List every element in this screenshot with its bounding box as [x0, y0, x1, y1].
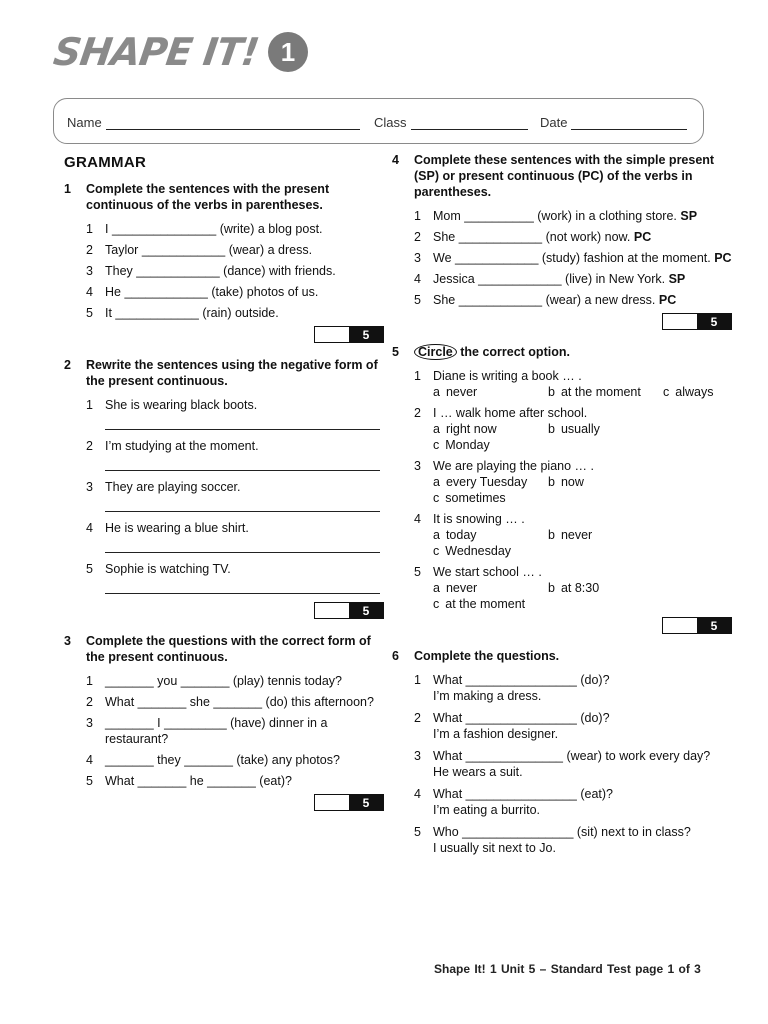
list-item: [414, 564, 732, 612]
date-field[interactable]: [540, 115, 687, 130]
option-letter: a: [433, 581, 440, 595]
item-answer: He wears a suit.: [433, 765, 523, 779]
item-number: 1: [86, 674, 93, 688]
option-letter: c: [433, 597, 440, 611]
score-total: 5: [697, 618, 731, 633]
item-text: [433, 229, 732, 245]
score-box: [64, 602, 384, 619]
item-text: They are playing soccer.: [105, 480, 241, 494]
item-question: What ________________ (do)?: [433, 673, 610, 687]
item-text: What _______ he _______ (eat)?: [105, 774, 292, 788]
list-item: [414, 271, 732, 287]
option-text: never: [445, 581, 478, 595]
list-item: [414, 208, 732, 224]
option-list: [433, 474, 732, 506]
exercise-instruction: Rewrite the sentences using the negative form of the present continuous.: [86, 358, 378, 388]
name-field[interactable]: [67, 115, 360, 130]
exercise-items: [86, 397, 384, 594]
item-number: 2: [414, 406, 421, 420]
list-item: [414, 368, 732, 400]
option-list: [433, 580, 732, 612]
exercise-number: 1: [64, 182, 71, 196]
item-number: 1: [86, 222, 93, 236]
score-input[interactable]: [315, 603, 349, 618]
exercise-instruction: Complete the sentences with the present continuous of the verbs in parentheses.: [86, 182, 330, 212]
list-item: [86, 479, 384, 495]
item-text: _______ they _______ (take) any photos?: [105, 753, 340, 767]
item-question: [414, 368, 732, 384]
list-item: [414, 458, 732, 506]
option-b[interactable]: [548, 474, 663, 490]
item-answer: I’m eating a burrito.: [433, 803, 540, 817]
option-letter: b: [548, 475, 555, 489]
item-text: [433, 271, 732, 287]
tense-tag: PC: [714, 251, 732, 265]
answer-line[interactable]: [105, 418, 380, 430]
option-text: at 8:30: [560, 581, 600, 595]
item-number: 2: [86, 439, 93, 453]
list-item: [86, 221, 384, 237]
item-answer: I usually sit next to Jo.: [433, 841, 556, 855]
item-number: 5: [86, 306, 93, 320]
exercise-items: [414, 672, 732, 856]
list-item: [86, 673, 384, 689]
item-sentence: Jessica ____________ (live) in New York.: [433, 272, 666, 286]
list-item: [86, 694, 384, 710]
exercise-2: [64, 357, 384, 619]
exercise-number: 4: [392, 153, 399, 167]
option-letter: c: [663, 385, 670, 399]
exercise-instruction: [414, 344, 732, 360]
instruction-rest: the correct option.: [456, 345, 570, 359]
item-text: I’m studying at the moment.: [105, 439, 259, 453]
item-text: He ____________ (take) photos of us.: [105, 285, 319, 299]
exercise-instruction: Complete the questions.: [414, 649, 560, 663]
option-b[interactable]: [548, 580, 663, 596]
item-number: 2: [414, 711, 421, 725]
item-number: 5: [414, 825, 421, 839]
item-sentence: She ____________ (wear) a new dress.: [433, 293, 656, 307]
item-number: 3: [86, 480, 93, 494]
item-question: [414, 564, 732, 580]
list-item: [86, 305, 384, 321]
item-body: [433, 672, 732, 704]
list-item: [414, 511, 732, 559]
option-a[interactable]: [433, 580, 548, 596]
score-input[interactable]: [315, 795, 349, 810]
item-number: 1: [86, 398, 93, 412]
list-item: [414, 292, 732, 308]
item-answer: I’m a fashion designer.: [433, 727, 559, 741]
item-number: 5: [86, 562, 93, 576]
option-text: at the moment: [560, 385, 641, 399]
score-total: 5: [697, 314, 731, 329]
item-question: [414, 405, 732, 421]
option-text: never: [560, 528, 593, 542]
item-number: 3: [414, 251, 421, 265]
exercise-number: 3: [64, 634, 71, 648]
score-box: [392, 617, 732, 634]
option-text: sometimes: [445, 491, 506, 505]
option-a[interactable]: [433, 384, 548, 400]
exercise-items: [86, 673, 384, 789]
exercise-3: [64, 633, 384, 811]
option-text: now: [560, 475, 584, 489]
logo-text: SHAPE IT!: [50, 30, 262, 74]
item-body: [433, 710, 732, 742]
option-text: today: [445, 528, 477, 542]
answer-line[interactable]: [105, 459, 380, 471]
date-line[interactable]: [571, 117, 687, 130]
exercise-6: [392, 648, 732, 856]
item-text: I _______________ (write) a blog post.: [105, 222, 323, 236]
item-question: [414, 458, 732, 474]
item-number: 2: [86, 243, 93, 257]
option-c[interactable]: [433, 437, 548, 453]
list-item: [86, 438, 384, 454]
exercise-instruction: Complete the questions with the correct form of the present continuous.: [86, 634, 371, 664]
section-title: GRAMMAR: [64, 154, 147, 171]
score-box: [64, 326, 384, 343]
item-text: Sophie is watching TV.: [105, 562, 231, 576]
item-number: 4: [86, 753, 93, 767]
item-number: 2: [414, 230, 421, 244]
score-box: [64, 794, 384, 811]
item-number: 4: [414, 272, 421, 286]
item-number: 3: [86, 716, 93, 730]
option-letter: a: [433, 475, 440, 489]
list-item: [414, 229, 732, 245]
class-field[interactable]: [374, 115, 528, 130]
exercise-number: 6: [392, 649, 399, 663]
list-item: [86, 752, 384, 768]
option-text: at the moment: [445, 597, 526, 611]
page-footer: Shape It! 1 Unit 5 – Standard Test page 1 of 3: [434, 962, 701, 976]
option-text: never: [445, 385, 478, 399]
tense-tag: SP: [668, 272, 686, 286]
list-item: [414, 250, 732, 266]
answer-line[interactable]: [105, 500, 380, 512]
list-item: [414, 710, 732, 742]
option-a[interactable]: [433, 421, 548, 437]
option-letter: b: [548, 528, 555, 542]
item-number: 2: [86, 695, 93, 709]
option-letter: c: [433, 491, 440, 505]
item-body: [433, 786, 732, 818]
item-text: Diane is writing a book … .: [433, 369, 582, 383]
score-input[interactable]: [663, 618, 697, 633]
list-item: [414, 748, 732, 780]
list-item: [414, 672, 732, 704]
item-text: We start school … .: [433, 565, 542, 579]
exercise-items: [86, 221, 384, 321]
item-text: [433, 250, 732, 266]
option-letter: b: [548, 422, 555, 436]
exercise-5: [392, 344, 732, 634]
item-question: What ______________ (wear) to work every day?: [433, 749, 711, 763]
item-question: What ________________ (do)?: [433, 711, 610, 725]
tense-tag: PC: [633, 230, 652, 244]
option-letter: c: [433, 544, 440, 558]
score-input[interactable]: [663, 314, 697, 329]
exercise-instruction: Complete these sentences with the simple present (SP) or present continuous (PC) of the verbs in parentheses.: [414, 153, 715, 199]
item-text: She is wearing black boots.: [105, 398, 258, 412]
score-total: 5: [349, 327, 383, 342]
item-number: 1: [414, 369, 421, 383]
exercise-1: [64, 181, 384, 343]
name-line[interactable]: [106, 117, 360, 130]
item-text: They ____________ (dance) with friends.: [105, 264, 336, 278]
option-letter: c: [433, 438, 440, 452]
item-number: 1: [414, 209, 421, 223]
list-item: [86, 263, 384, 279]
logo: [50, 26, 308, 78]
item-text: I … walk home after school.: [433, 406, 588, 420]
option-text: every Tuesday: [445, 475, 528, 489]
logo-level-badge: 1: [268, 32, 308, 72]
option-a[interactable]: [433, 474, 548, 490]
item-text: _______ you _______ (play) tennis today?: [105, 674, 342, 688]
item-body: [433, 748, 732, 780]
option-c[interactable]: [433, 543, 548, 559]
answer-line[interactable]: [105, 541, 380, 553]
exercise-items: [414, 368, 732, 612]
name-label: Name: [67, 115, 102, 130]
option-text: right now: [445, 422, 497, 436]
option-letter: a: [433, 528, 440, 542]
option-c[interactable]: [433, 596, 548, 612]
option-c[interactable]: [663, 384, 713, 400]
list-item: [86, 773, 384, 789]
item-text: Taylor ____________ (wear) a dress.: [105, 243, 313, 257]
option-text: Wednesday: [445, 544, 512, 558]
option-a[interactable]: [433, 527, 548, 543]
score-box: [392, 313, 732, 330]
option-letter: a: [433, 385, 440, 399]
exercise-4: [392, 152, 732, 330]
item-text: It ____________ (rain) outside.: [105, 306, 279, 320]
item-number: 5: [86, 774, 93, 788]
option-list: [433, 384, 732, 400]
option-b[interactable]: [548, 527, 663, 543]
exercise-items: [414, 208, 732, 308]
list-item: [414, 786, 732, 818]
item-answer: I’m making a dress.: [433, 689, 542, 703]
item-sentence: She ____________ (not work) now.: [433, 230, 631, 244]
item-number: 5: [414, 565, 421, 579]
option-b[interactable]: [548, 384, 663, 400]
option-b[interactable]: [548, 421, 663, 437]
item-text: It is snowing … .: [433, 512, 525, 526]
item-text: He is wearing a blue shirt.: [105, 521, 249, 535]
list-item: [414, 824, 732, 856]
list-item: [414, 405, 732, 453]
item-number: 4: [86, 521, 93, 535]
option-text: usually: [560, 422, 600, 436]
item-number: 3: [414, 749, 421, 763]
score-total: 5: [349, 603, 383, 618]
item-number: 4: [86, 285, 93, 299]
item-text: _______ I _________ (have) dinner in a restaurant?: [105, 716, 331, 746]
tense-tag: SP: [680, 209, 698, 223]
class-label: Class: [374, 115, 407, 130]
item-question: Who ________________ (sit) next to in class?: [433, 825, 691, 839]
item-number: 5: [414, 293, 421, 307]
right-column: [392, 152, 732, 870]
option-letter: a: [433, 422, 440, 436]
item-text: [433, 292, 732, 308]
option-text: always: [675, 385, 714, 399]
list-item: [86, 561, 384, 577]
item-number: 1: [414, 673, 421, 687]
option-list: [433, 421, 732, 453]
list-item: [86, 242, 384, 258]
option-list: [433, 527, 732, 559]
class-line[interactable]: [411, 117, 528, 130]
option-text: Monday: [445, 438, 490, 452]
tense-tag: PC: [658, 293, 677, 307]
score-input[interactable]: [315, 327, 349, 342]
item-number: 4: [414, 787, 421, 801]
item-number: 3: [86, 264, 93, 278]
date-label: Date: [540, 115, 568, 130]
item-question: [414, 511, 732, 527]
option-letter: b: [548, 385, 555, 399]
left-column: [64, 154, 384, 825]
item-text: [433, 208, 732, 224]
option-c[interactable]: [433, 490, 548, 506]
item-number: 3: [414, 459, 421, 473]
list-item: [86, 715, 384, 747]
item-body: [433, 824, 732, 856]
item-sentence: We ____________ (study) fashion at the moment.: [433, 251, 711, 265]
list-item: [86, 397, 384, 413]
option-letter: b: [548, 581, 555, 595]
answer-line[interactable]: [105, 582, 380, 594]
item-number: 4: [414, 512, 421, 526]
list-item: [86, 520, 384, 536]
list-item: [86, 284, 384, 300]
score-total: 5: [349, 795, 383, 810]
exercise-number: 5: [392, 345, 399, 359]
item-question: What ________________ (eat)?: [433, 787, 614, 801]
item-sentence: Mom __________ (work) in a clothing store.: [433, 209, 677, 223]
item-text: We are playing the piano … .: [433, 459, 594, 473]
item-text: What _______ she _______ (do) this afternoon?: [105, 695, 374, 709]
circle-word: Circle: [414, 344, 457, 360]
student-info-box: [53, 98, 704, 144]
exercise-number: 2: [64, 358, 71, 372]
